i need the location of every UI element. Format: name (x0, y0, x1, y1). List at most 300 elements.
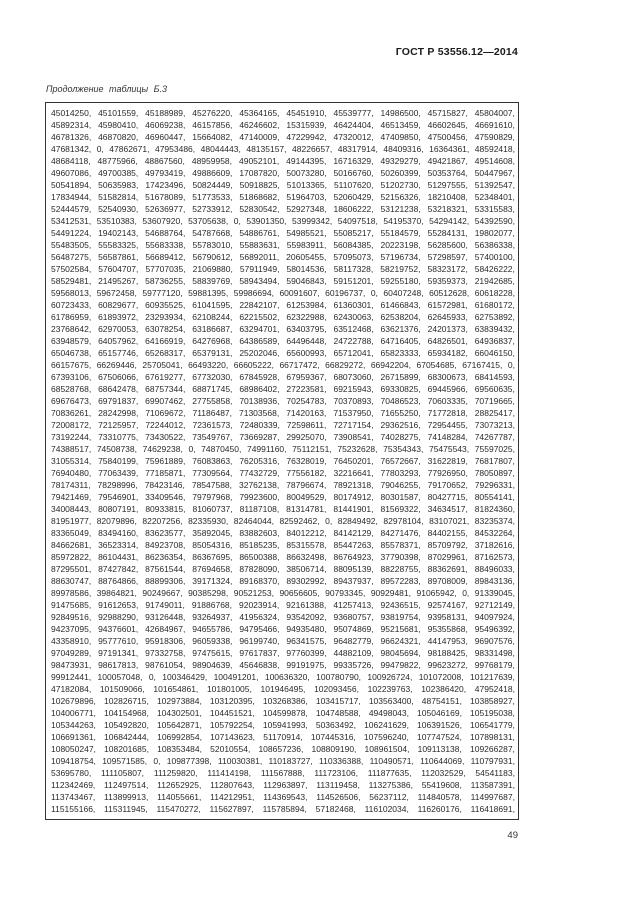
table-cell-value: 110183727, (268, 756, 313, 766)
table-cell-value: 65268317, (145, 348, 186, 358)
table-cell-value: 47590829, (474, 132, 515, 142)
table-cell-value: 68871745, (192, 384, 233, 394)
table-row (51, 323, 515, 335)
table-cell-value: 31622819, (427, 456, 468, 466)
table-cell-value: 49514608, (474, 156, 515, 166)
table-cell-value: 41257413, (333, 600, 374, 610)
table-cell-value: 0, (188, 444, 196, 454)
table-cell-value: 69560635, (474, 384, 515, 394)
table-cell-value: 23768642, (51, 324, 92, 334)
table-cell-value: 84271476, (380, 528, 421, 538)
table-cell-value: 74991160, (246, 444, 287, 454)
table-row (51, 779, 515, 791)
table-cell-value: 57400100, (474, 252, 515, 262)
table-row (51, 515, 515, 527)
table-cell-value: 76572667, (380, 456, 421, 466)
page-number: 49 (507, 830, 518, 841)
table-cell-value: 44882109, (333, 648, 374, 658)
table-cell-value: 70254783, (286, 396, 327, 406)
table-cell-value: 19402143, (98, 228, 139, 238)
table-cell-value: 80554141, (474, 492, 515, 502)
table-cell-value: 75112151, (292, 444, 332, 454)
table-cell-value: 68986402, (239, 384, 280, 394)
table-cell-value: 99191975, (286, 660, 327, 670)
table-cell-value: 108657236, (258, 744, 304, 754)
table-cell-value: 84012212, (286, 528, 327, 538)
table-cell-value: 50824449, (192, 180, 233, 190)
table-cell-value: 50073280, (286, 168, 327, 178)
table-cell-value: 105046169, (417, 708, 462, 718)
table-cell-value: 97760399, (286, 648, 327, 658)
table-cell-value: 59151201, (333, 276, 374, 286)
table-cell-value: 42684967, (145, 624, 186, 634)
table-cell-value: 113119458, (316, 780, 360, 790)
table-cell-value: 113899913, (104, 792, 149, 802)
table-cell-value: 88630747, (51, 576, 92, 586)
table-cell-value: 47320012, (333, 132, 374, 142)
table-cell-value: 97049289, (51, 648, 92, 658)
table-cell-value: 57196734, (380, 252, 421, 262)
table-cell-value: 85447263, (333, 540, 374, 550)
table-cell-value: 0, (233, 216, 241, 226)
table-cell-value: 53510383, (96, 216, 137, 226)
table-cell-value: 60196737, (325, 288, 366, 298)
table-cell-value: 71420163, (286, 408, 327, 418)
table-cell-value: 19802077, (474, 228, 515, 238)
table-cell-value: 48317914, (337, 144, 378, 154)
table-cell-value: 69330825, (380, 384, 421, 394)
table-cell-value: 107747524, (416, 732, 462, 742)
table-cell-value: 105941993, (262, 720, 308, 730)
table-cell-value: 56386338, (474, 240, 515, 250)
table-cell-value: 91612653, (98, 600, 139, 610)
table-cell-value: 69907462, (145, 396, 186, 406)
table-cell-value: 90249667, (142, 588, 183, 598)
table-cell-value: 47500456, (427, 132, 468, 142)
table-cell-value: 51773533, (192, 192, 233, 202)
table-cell-value: 102386420, (421, 684, 467, 694)
table-cell-value: 86367695, (192, 552, 233, 562)
table-cell-value: 85185235, (239, 540, 280, 550)
table-cell-value: 109266287, (470, 744, 515, 754)
table-cell-value: 72008172, (51, 420, 92, 430)
table-cell-value: 110030381, (217, 756, 263, 766)
table-cell-value: 111877635, (367, 768, 412, 778)
table-cell-value: 59359373, (427, 276, 468, 286)
table-cell-value: 84662681, (51, 540, 92, 550)
table-cell-value: 91886768, (191, 600, 233, 610)
table-cell-value: 22842107, (239, 300, 280, 310)
table-cell-value: 0, (462, 588, 470, 598)
table-cell-value: 77926950, (427, 468, 468, 478)
table-cell-value: 50353764, (427, 168, 468, 178)
table-cell-value: 104302501, (156, 708, 202, 718)
table-cell-value: 74508738, (96, 444, 137, 454)
table-cell-value: 57095073, (333, 252, 374, 262)
table-cell-value: 79296331, (474, 480, 515, 490)
table-cell-value: 66269446, (96, 360, 137, 370)
table-cell-value: 84142129, (333, 528, 374, 538)
table-cell-value: 99623272, (427, 660, 468, 670)
table-cell-value: 110797931, (470, 756, 515, 766)
table-cell-value: 46513459, (380, 120, 421, 130)
table-cell-value: 56892011, (239, 252, 280, 262)
table-cell-value: 51392547, (474, 180, 515, 190)
table-cell-value: 78547588, (191, 480, 233, 490)
table-cell-value: 61572981, (427, 300, 468, 310)
table-cell-value: 0, (507, 360, 515, 370)
table-cell-value: 99335726, (333, 660, 374, 670)
table-cell-value: 88496033, (474, 564, 515, 574)
table-cell-value: 49052101, (239, 156, 280, 166)
table-continuation-caption: Продолжение таблицы Б.3 (46, 84, 168, 94)
table-cell-value: 102679896, (51, 696, 96, 706)
table-cell-value: 108809190, (311, 744, 357, 754)
table-row (51, 215, 515, 227)
table-cell-value: 101509066, (99, 684, 145, 694)
table-cell-value: 103858927, (470, 696, 515, 706)
table-row (51, 743, 515, 755)
table-cell-value: 65934182, (427, 348, 468, 358)
table-cell-value: 71186487, (192, 408, 233, 418)
table-cell-value: 34008443, (51, 504, 92, 514)
table-cell-value: 62108244, (192, 312, 233, 322)
table-row (51, 623, 515, 635)
table-cell-value: 47182084, (51, 684, 92, 694)
table-cell-value: 49607086, (51, 168, 92, 178)
table-cell-value: 83365049, (51, 528, 92, 538)
table-cell-value: 79046255, (380, 480, 421, 490)
table-cell-value: 79170652, (427, 480, 468, 490)
table-cell-value: 100057048, (97, 672, 143, 682)
table-cell-value: 95918306, (145, 636, 186, 646)
table-cell-value: 77556182, (286, 468, 327, 478)
table-row (51, 527, 515, 539)
table-cell-value: 70138936, (239, 396, 280, 406)
table-cell-value: 56587861, (98, 252, 139, 262)
table-cell-value: 62430063, (333, 312, 374, 322)
table-cell-value: 62215502, (239, 312, 280, 322)
table-row (51, 659, 515, 671)
table-cell-value: 18210408, (427, 192, 468, 202)
table-cell-value: 24722788, (333, 336, 374, 346)
table-cell-value: 68300673, (427, 372, 468, 382)
table-cell-value: 113275386, (368, 780, 413, 790)
table-cell-value: 54688764, (145, 228, 186, 238)
table-cell-value: 115785894, (262, 804, 307, 814)
table-row (51, 251, 515, 263)
table-cell-value: 55883631, (239, 240, 280, 250)
table-cell-value: 76328019, (286, 456, 327, 466)
table-cell-value: 108961504, (364, 744, 410, 754)
table-cell-value: 49700385, (98, 168, 139, 178)
table-cell-value: 18606222, (333, 204, 374, 214)
table-cell-value: 69791837, (98, 396, 139, 406)
table-cell-value: 110644069, (420, 756, 465, 766)
table-cell-value: 115470272, (156, 804, 201, 814)
table-cell-value: 101946495, (260, 684, 306, 694)
table-cell-value: 21942685, (474, 276, 515, 286)
table-cell-value: 28825417, (474, 408, 515, 418)
table-cell-value: 102093456, (314, 684, 359, 694)
table-cell-value: 112032529, (421, 768, 466, 778)
table-row (51, 587, 515, 599)
table-cell-value: 69676473, (51, 396, 92, 406)
table-cell-value: 82978104, (383, 516, 424, 526)
table-cell-value: 100636320, (264, 672, 310, 682)
table-cell-value: 103268386, (262, 696, 308, 706)
table-cell-value: 79923600, (239, 492, 280, 502)
table-cell-value: 34634517, (427, 504, 468, 514)
table-cell-value: 94376601, (98, 624, 139, 634)
table-cell-value: 50166760, (333, 168, 374, 178)
table-cell-value: 51202730, (380, 180, 421, 190)
table-cell-value: 51107620, (333, 180, 374, 190)
table-cell-value: 87162573, (474, 552, 515, 562)
table-row (51, 239, 515, 251)
table-cell-value: 89437937, (333, 576, 374, 586)
table-cell-value: 96624321, (380, 636, 421, 646)
table-cell-value: 48867560, (144, 156, 185, 166)
table-cell-value: 61893972, (98, 312, 139, 322)
table-cell-value: 50447967, (474, 168, 515, 178)
table-cell-value: 27755858, (192, 396, 233, 406)
table-cell-value: 59568013, (51, 288, 92, 298)
table-cell-value: 50260399, (380, 168, 421, 178)
table-cell-value: 28242998, (98, 408, 139, 418)
table-cell-value: 61680172, (474, 300, 515, 310)
table-cell-value: 112963897, (263, 780, 308, 790)
table-cell-value: 72717154, (333, 420, 374, 430)
table-cell-value: 47140009, (239, 132, 280, 142)
table-cell-value: 62538204, (380, 312, 421, 322)
table-row (51, 755, 515, 767)
table-cell-value: 93264937, (192, 612, 233, 622)
table-cell-value: 115311945, (104, 804, 148, 814)
table-cell-value: 38506714, (286, 564, 327, 574)
table-cell-value: 17423496, (145, 180, 186, 190)
table-cell-value: 72125957, (98, 420, 139, 430)
table-cell-value: 78423146, (144, 480, 185, 490)
table-cell-value: 35892045, (192, 528, 233, 538)
table-cell-value: 71069672, (145, 408, 186, 418)
table-row (51, 563, 515, 575)
table-cell-value: 48754151, (421, 696, 462, 706)
table-cell-value: 96482779, (333, 636, 374, 646)
table-cell-value: 65046738, (51, 348, 92, 358)
table-cell-value: 107596240, (363, 732, 409, 742)
table-row (51, 299, 515, 311)
table-cell-value: 70603335, (427, 396, 468, 406)
table-cell-value: 64386589, (239, 336, 280, 346)
table-cell-value: 51297555, (427, 180, 468, 190)
table-row (51, 635, 515, 647)
table-row (51, 503, 515, 515)
table-cell-value: 50541894, (51, 180, 92, 190)
table-cell-value: 57707035, (145, 264, 186, 274)
table-row (51, 155, 515, 167)
table-cell-value: 77432729, (239, 468, 280, 478)
table-cell-value: 53607920, (142, 216, 183, 226)
table-cell-value: 63948579, (51, 336, 92, 346)
table-cell-value: 62970053, (98, 324, 139, 334)
table-cell-value: 96199740, (239, 636, 280, 646)
table-cell-value: 106992854, (157, 732, 203, 742)
table-cell-value: 93819754, (380, 612, 421, 622)
table-cell-value: 92023914, (239, 600, 280, 610)
table-cell-value: 36523314, (98, 540, 139, 550)
table-cell-value: 63186687, (192, 324, 233, 334)
table-cell-value: 112497514, (104, 780, 149, 790)
table-row (51, 707, 515, 719)
table-cell-value: 65379131, (192, 348, 233, 358)
table-cell-value: 82079896, (96, 516, 137, 526)
table-cell-value: 45014250, (51, 108, 92, 118)
table-row (51, 719, 515, 731)
table-cell-value: 61360301, (333, 300, 374, 310)
table-cell-value: 82849492, (337, 516, 378, 526)
table-row (51, 695, 515, 707)
table-cell-value: 114997687, (470, 792, 515, 802)
table-cell-value: 99768179, (474, 660, 515, 670)
table-cell-value: 80174912, (333, 492, 374, 502)
table-cell-value: 96059338, (192, 636, 233, 646)
table-cell-value: 113743467, (51, 792, 96, 802)
table-cell-value: 79797968, (192, 492, 233, 502)
table-cell-value: 51678089, (145, 192, 186, 202)
table-cell-value: 89978586, (51, 588, 92, 598)
table-row (51, 791, 515, 803)
table-cell-value: 104154968, (103, 708, 149, 718)
table-cell-value: 81824360, (474, 504, 515, 514)
table-cell-value: 106842444, (104, 732, 149, 742)
table-cell-value: 81187108, (239, 504, 280, 514)
table-cell-value: 54985521, (286, 228, 327, 238)
table-cell-value: 91475685, (51, 600, 92, 610)
table-cell-value: 105642871, (156, 720, 202, 730)
table-cell-value: 16716329, (333, 156, 374, 166)
table-cell-value: 57604707, (98, 264, 139, 274)
table-cell-value: 87029961, (427, 552, 468, 562)
table-row (51, 359, 515, 371)
table-cell-value: 49144395, (286, 156, 327, 166)
table-row (51, 371, 515, 383)
table-cell-value: 106241629, (364, 720, 409, 730)
table-cell-value: 64936837, (474, 336, 515, 346)
table-cell-value: 66717472, (279, 360, 320, 370)
table-cell-value: 72954455, (427, 420, 468, 430)
table-cell-value: 26715899, (380, 372, 421, 382)
table-cell-value: 25202046, (239, 348, 280, 358)
table-cell-value: 80427715, (427, 492, 468, 502)
table-cell-value: 94795466, (239, 624, 280, 634)
table-cell-value: 73549767, (192, 432, 233, 442)
table-cell-value: 61786959, (51, 312, 92, 322)
table-cell-value: 72361573, (192, 420, 233, 430)
table-cell-value: 57911949, (239, 264, 280, 274)
table-cell-value: 80049529, (286, 492, 327, 502)
table-cell-value: 16364361, (429, 144, 470, 154)
table-cell-value: 75961889, (145, 456, 186, 466)
table-cell-value: 93542092, (286, 612, 327, 622)
table-cell-value: 52348401, (474, 192, 515, 202)
table-cell-value: 76450201, (333, 456, 374, 466)
table-cell-value: 70836261, (51, 408, 92, 418)
table-cell-value: 52927348, (286, 204, 327, 214)
table-cell-value: 91749011, (145, 600, 185, 610)
table-cell-value: 31055314, (51, 456, 92, 466)
table-cell-value: 65157746, (98, 348, 139, 358)
table-cell-value: 108050247, (51, 744, 96, 754)
table-cell-value: 55683338, (145, 240, 186, 250)
table-row (51, 131, 515, 143)
table-cell-value: 73669287, (239, 432, 280, 442)
table-row (51, 203, 515, 215)
table-cell-value: 55583325, (98, 240, 139, 250)
table-cell-value: 64057962, (98, 336, 139, 346)
table-cell-value: 0, (148, 672, 156, 682)
table-cell-value: 51964703, (286, 192, 327, 202)
table-cell-value: 67167415, (462, 360, 503, 370)
table-cell-value: 100346429, (162, 672, 208, 682)
table-cell-value: 74870450, (201, 444, 242, 454)
table-cell-value: 60618228, (474, 288, 515, 298)
table-cell-value: 90521253, (233, 588, 274, 598)
table-row (51, 683, 515, 695)
table-cell-value: 45804007, (474, 108, 515, 118)
table-cell-value: 81060737, (192, 504, 233, 514)
table-cell-value: 112342469, (51, 780, 96, 790)
table-cell-value: 32216641, (333, 468, 374, 478)
table-cell-value: 58219752, (380, 264, 421, 274)
table-cell-value: 97475615, (192, 648, 233, 658)
table-cell-value: 58117328, (333, 264, 374, 274)
table-cell-value: 54097518, (337, 216, 378, 226)
table-cell-value: 107143623, (210, 732, 256, 742)
table-row (51, 443, 515, 455)
table-cell-value: 86236354, (145, 552, 186, 562)
table-cell-value: 45892314, (51, 120, 92, 130)
table-cell-value: 74267787, (474, 432, 515, 442)
table-cell-value: 61041595, (192, 300, 233, 310)
table-cell-value: 58014536, (286, 264, 327, 274)
table-cell-value: 73192244, (51, 432, 92, 442)
table-cell-value: 100491201, (213, 672, 259, 682)
table-row (51, 179, 515, 191)
table-cell-value: 59255180, (380, 276, 421, 286)
table-b3-continuation (45, 102, 519, 820)
table-cell-value: 49886609, (192, 168, 233, 178)
table-cell-value: 59986694, (233, 288, 274, 298)
table-cell-value: 102239763, (367, 684, 413, 694)
table-cell-value: 0, (325, 516, 333, 526)
table-cell-value: 46069238, (145, 120, 186, 130)
table-cell-value: 98761054, (145, 660, 186, 670)
table-row (51, 395, 515, 407)
table-cell-value: 86104431, (98, 552, 139, 562)
table-cell-value: 96907576, (474, 636, 515, 646)
table-cell-value: 106391526, (417, 720, 462, 730)
table-cell-value: 75354343, (383, 444, 424, 454)
table-cell-value: 65823333, (380, 348, 421, 358)
table-cell-value: 62753892, (474, 312, 515, 322)
table-cell-value: 60091607, (279, 288, 320, 298)
table-cell-value: 50918825, (239, 180, 280, 190)
table-cell-value: 49421867, (427, 156, 468, 166)
table-cell-value: 95496392, (474, 624, 515, 634)
table-cell-value: 88764866, (98, 576, 139, 586)
table-cell-value: 76083863, (192, 456, 233, 466)
